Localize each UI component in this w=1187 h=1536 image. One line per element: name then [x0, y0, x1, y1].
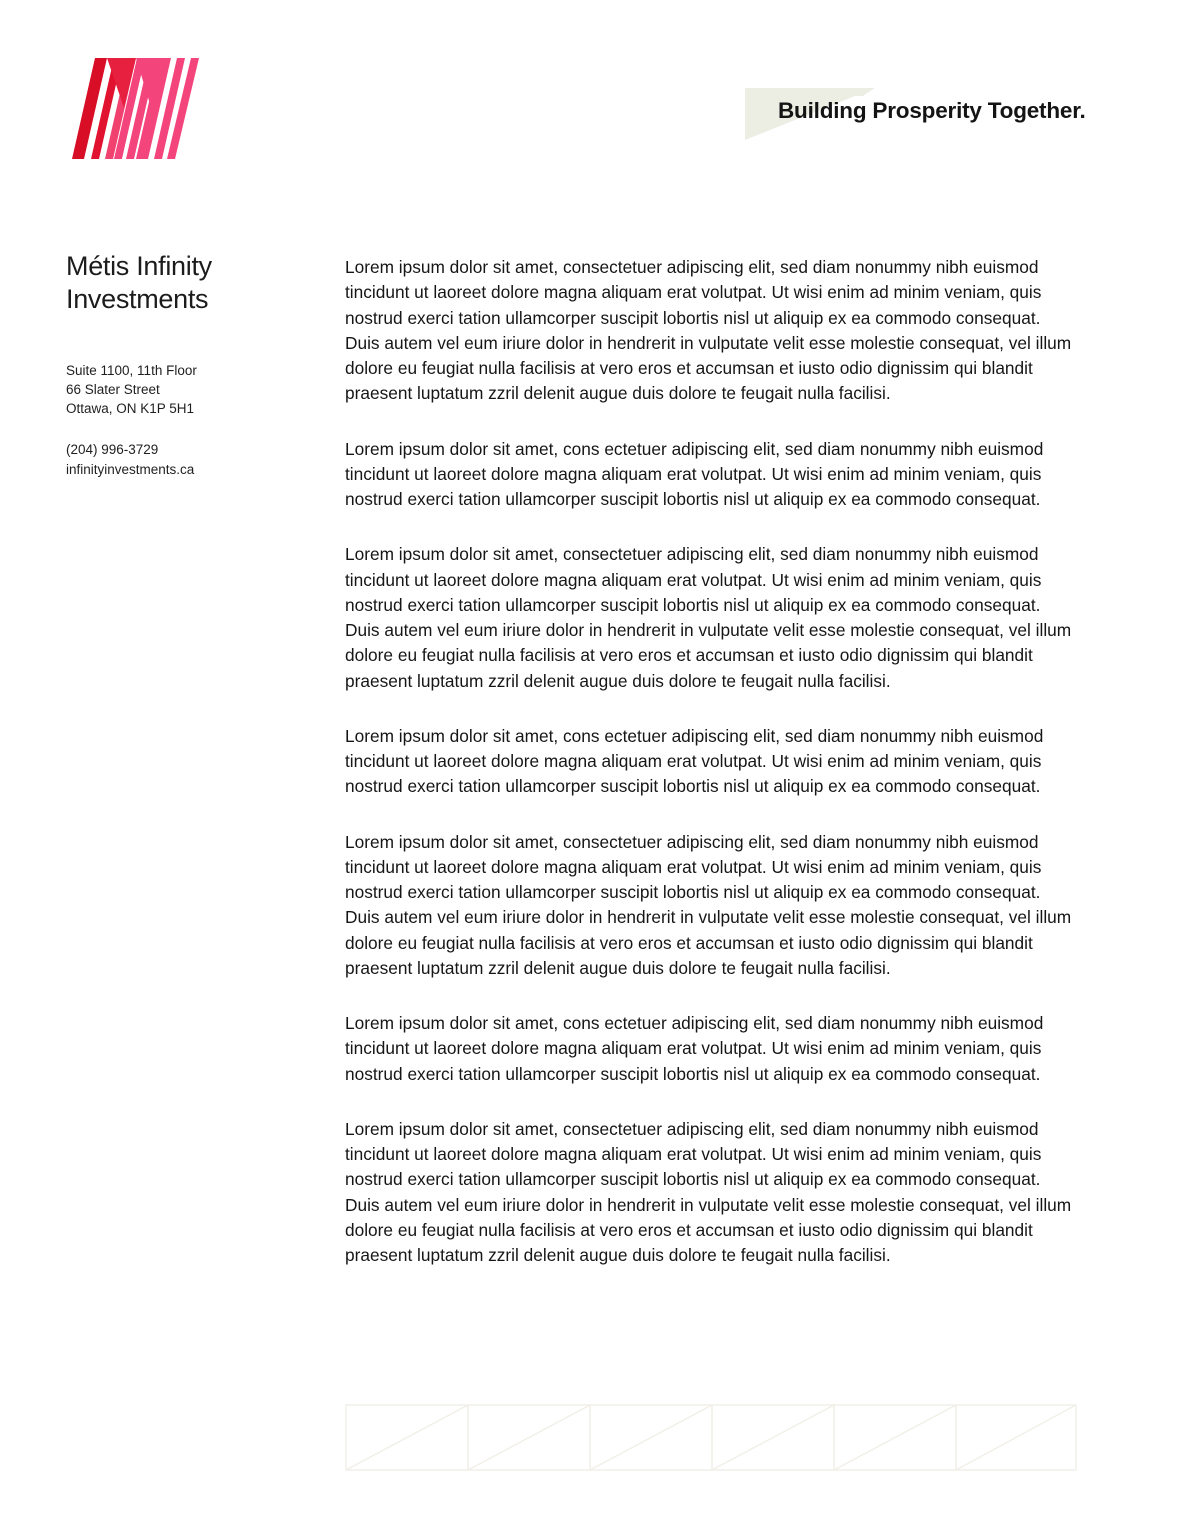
address-line-1: Suite 1100, 11th Floor — [66, 362, 197, 378]
sender-block — [66, 250, 316, 479]
tagline-block — [745, 82, 1105, 146]
website-url[interactable]: infinityinvestments.ca — [66, 461, 195, 477]
address-line-3: Ottawa, ON K1P 5H1 — [66, 401, 195, 417]
tagline-text: Building Prosperity Together. — [778, 98, 1086, 123]
letter-body — [345, 255, 1075, 1268]
body-paragraph: Lorem ipsum dolor sit amet, consectetuer adipiscing elit, sed diam nonummy nibh euismod tincidunt ut laoreet dolore magna aliquam erat volutpat. Ut wisi enim ad minim veniam, quis nostrud exerci tation ullamcorper suscipit lobortis nisl ut aliquip ex ea commodo consequat. Duis autem vel eum iriure dolor in hendrerit in vulputate velit esse molestie consequat, vel illum dolore eu feugiat nulla facilisis at vero eros et accumsan et iusto odio dignissim qui blandit praesent luptatum zzril delenit augue duis dolore te feugait nulla facilisi. — [345, 257, 1072, 404]
body-paragraph: Lorem ipsum dolor sit amet, consectetuer adipiscing elit, sed diam nonummy nibh euismod tincidunt ut laoreet dolore magna aliquam erat volutpat. Ut wisi enim ad minim veniam, quis nostrud exerci tation ullamcorper suscipit lobortis nisl ut aliquip ex ea commodo consequat. Duis autem vel eum iriure dolor in hendrerit in vulputate velit esse molestie consequat, vel illum dolore eu feugiat nulla facilisis at vero eros et accumsan et iusto odio dignissim qui blandit praesent luptatum zzril delenit augue duis dolore te feugait nulla facilisi. — [345, 1118, 1072, 1265]
phone-number[interactable]: (204) 996-3729 — [66, 442, 159, 458]
body-paragraph: Lorem ipsum dolor sit amet, consectetuer adipiscing elit, sed diam nonummy nibh euismod tincidunt ut laoreet dolore magna aliquam erat volutpat. Ut wisi enim ad minim veniam, quis nostrud exerci tation ullamcorper suscipit lobortis nisl ut aliquip ex ea commodo consequat. Duis autem vel eum iriure dolor in hendrerit in vulputate velit esse molestie consequat, vel illum dolore eu feugiat nulla facilisis at vero eros et accumsan et iusto odio dignissim qui blandit praesent luptatum zzril delenit augue duis dolore te feugait nulla facilisi. — [345, 544, 1072, 691]
contact-details — [66, 440, 316, 478]
body-paragraph: Lorem ipsum dolor sit amet, cons ectetuer adipiscing elit, sed diam nonummy nibh euismod tincidunt ut laoreet dolore magna aliquam erat volutpat. Ut wisi enim ad minim veniam, quis nostrud exerci tation ullamcorper suscipit lobortis nisl ut aliquip ex ea commodo consequat. — [345, 725, 1044, 797]
address-line-2: 66 Slater Street — [66, 382, 160, 398]
metis-infinity-m-logo-icon — [64, 46, 204, 164]
postal-address — [66, 361, 316, 418]
company-name — [66, 250, 316, 317]
diagonal-grid-motif-icon — [345, 1404, 1077, 1476]
company-name-line-1: Métis Infinity — [66, 251, 212, 281]
body-paragraph: Lorem ipsum dolor sit amet, cons ectetuer adipiscing elit, sed diam nonummy nibh euismod tincidunt ut laoreet dolore magna aliquam erat volutpat. Ut wisi enim ad minim veniam, quis nostrud exerci tation ullamcorper suscipit lobortis nisl ut aliquip ex ea commodo consequat. — [345, 438, 1044, 509]
body-paragraph: Lorem ipsum dolor sit amet, consectetuer adipiscing elit, sed diam nonummy nibh euismod tincidunt ut laoreet dolore magna aliquam erat volutpat. Ut wisi enim ad minim veniam, quis nostrud exerci tation ullamcorper suscipit lobortis nisl ut aliquip ex ea commodo consequat. Duis autem vel eum iriure dolor in hendrerit in vulputate velit esse molestie consequat, vel illum dolore eu feugiat nulla facilisis at vero eros et accumsan et iusto odio dignissim qui blandit praesent luptatum zzril delenit augue duis dolore te feugait nulla facilisi. — [345, 831, 1072, 978]
body-paragraph: Lorem ipsum dolor sit amet, cons ectetuer adipiscing elit, sed diam nonummy nibh euismod tincidunt ut laoreet dolore magna aliquam erat volutpat. Ut wisi enim ad minim veniam, quis nostrud exerci tation ullamcorper suscipit lobortis nisl ut aliquip ex ea commodo consequat. — [345, 1013, 1044, 1084]
company-name-line-2: Investments — [66, 284, 209, 315]
